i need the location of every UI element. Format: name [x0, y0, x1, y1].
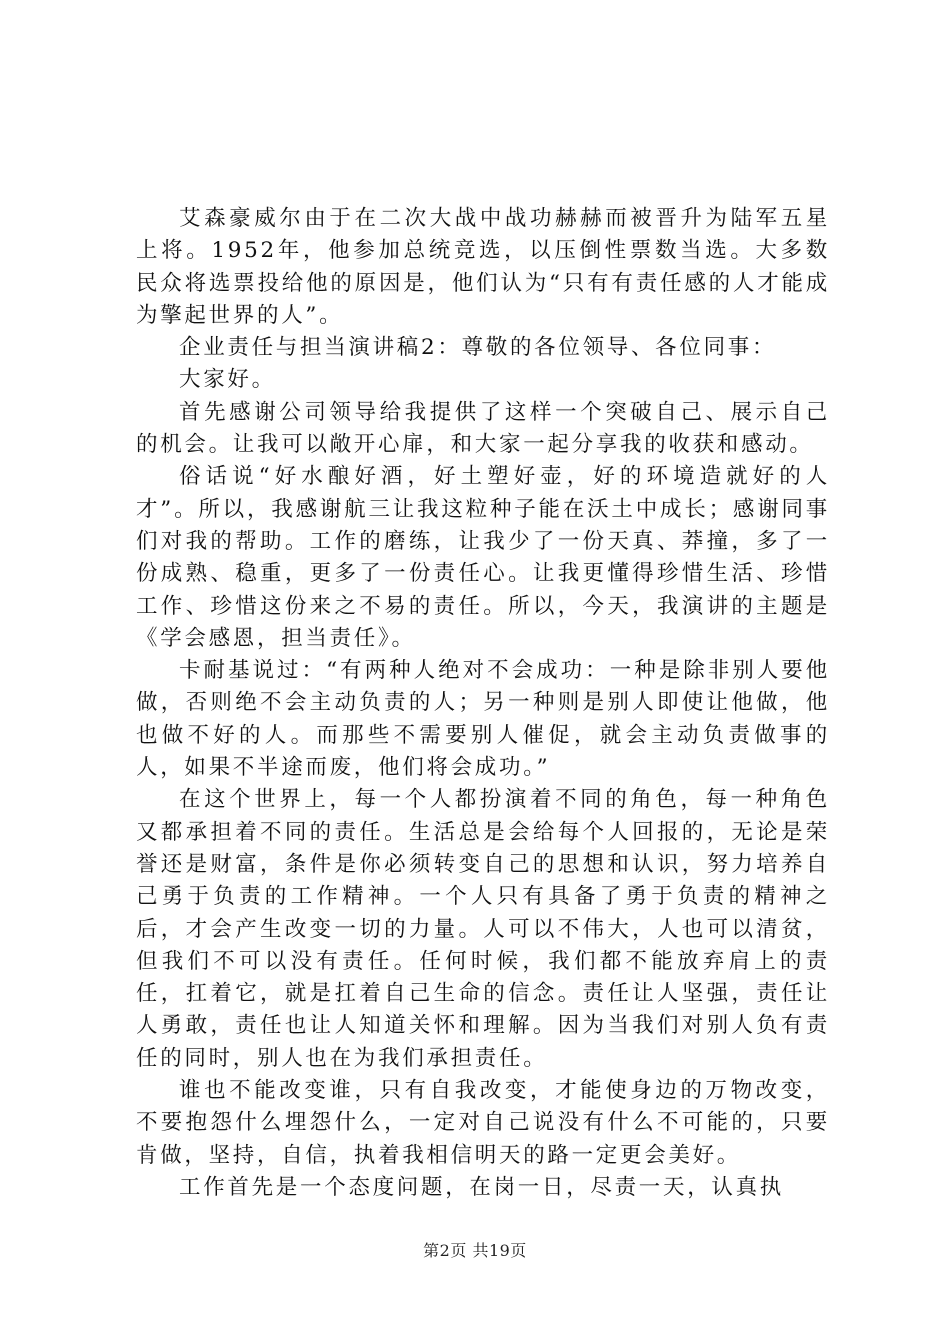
- paragraph-speech-title: 企业责任与担当演讲稿2：尊敬的各位领导、各位同事：: [179, 335, 777, 361]
- paragraph-carnegie-quote: 卡耐基说过：“有两种人绝对不会成功：一种是除非别人要他做，否则绝不会主动负责的人；另一种则是别人即使让他做，他也做不好的人。而那些不需要别人催促，就会主动负责做事的人，如果不半途而废，他们将会成功。”: [136, 658, 830, 781]
- paragraph-roles-responsibility: 在这个世界上，每一个人都扮演着不同的角色，每一种角色又都承担着不同的责任。生活总是会给每个人回报的，无论是荣誉还是财富，条件是你必须转变自己的思想和认识，努力培养自己勇于负责的工作精神。一个人只有具备了勇于负责的精神之后，才会产生改变一切的力量。人可以不伟大，人也可以清贫，但我们不可以没有责任。任何时候，我们都不能放弃肩上的责任，扛着它，就是扛着自己生命的信念。责任让人坚强，责任让人勇敢，责任也让人知道关怀和理解。因为当我们对别人负有责任的同时，别人也在为我们承担责任。: [136, 787, 830, 1071]
- document-body: [136, 203, 830, 1204]
- paragraph-greeting: 大家好。: [179, 367, 276, 393]
- paragraph-proverb: 俗话说“好水酿好酒，好土塑好壶，好的环境造就好的人才”。所以，我感谢航三让我这粒种子能在沃土中成长；感谢同事们对我的帮助。工作的磨练，让我少了一份天真、莽撞，多了一份成熟、稳重，更多了一份责任心。让我更懂得珍惜生活、珍惜工作、珍惜这份来之不易的责任。所以，今天，我演讲的主题是《学会感恩，担当责任》。: [136, 464, 830, 651]
- paragraph-eisenhower: 艾森豪威尔由于在二次大战中战功赫赫而被晋升为陆军五星上将。1952年，他参加总统竞选，以压倒性票数当选。大多数民众将选票投给他的原因是，他们认为“只有有责任感的人才能成为擎起世界的人”。: [136, 206, 830, 328]
- paragraph-self-change: 谁也不能改变谁，只有自我改变，才能使身边的万物改变，不要抱怨什么埋怨什么，一定对自己说没有什么不可能的，只要肯做，坚持，自信，执着我相信明天的路一定更会美好。: [136, 1078, 830, 1168]
- paragraph-thanks: 首先感谢公司领导给我提供了这样一个突破自己、展示自己的机会。让我可以敞开心扉，和大家一起分享我的收获和感动。: [136, 399, 830, 458]
- paragraph-work-attitude: 工作首先是一个态度问题，在岗一日，尽责一天，认真执: [179, 1174, 785, 1200]
- page-number-footer: 第2页 共19页: [423, 1241, 527, 1260]
